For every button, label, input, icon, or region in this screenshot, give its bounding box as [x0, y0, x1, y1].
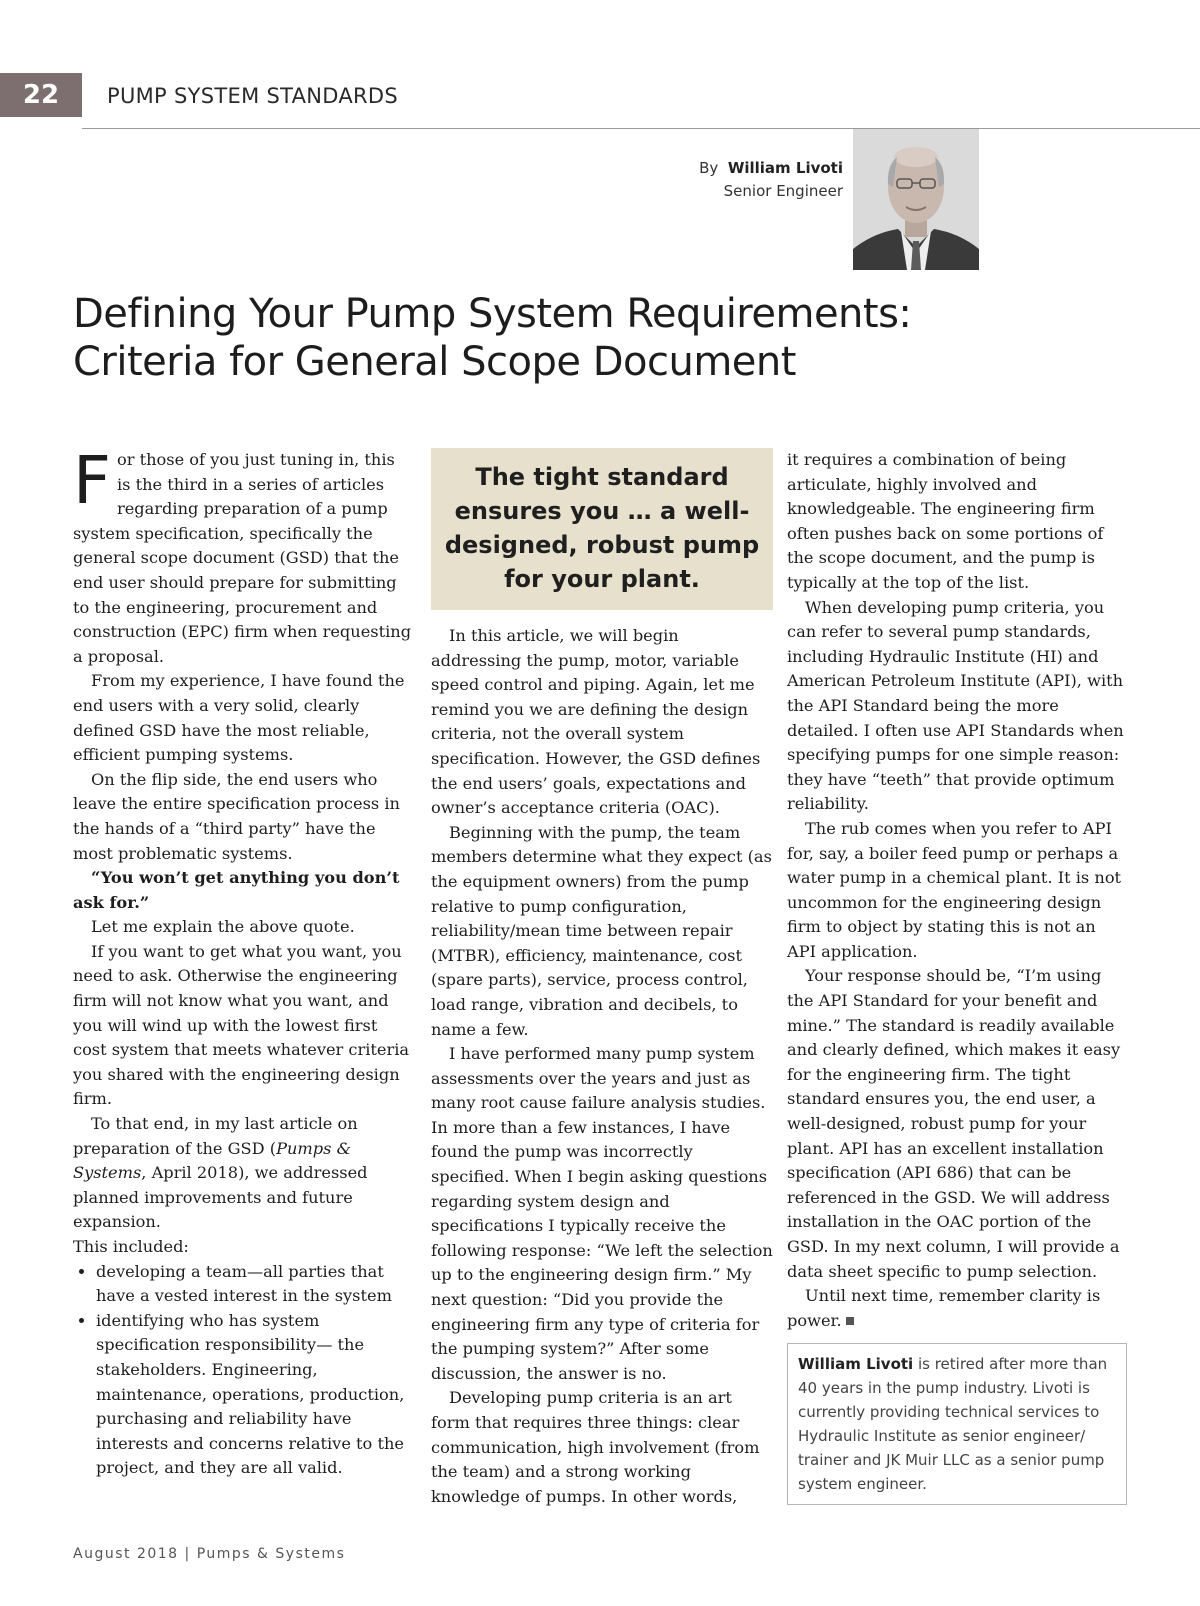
bullet-list	[73, 1260, 413, 1481]
list-item: • identifying who has system specification responsibility— the stakeholders. Engineering, maintenance, operations, production, purchasing and reliability have interests and concerns relative to the project, and they are all valid.	[96, 1309, 413, 1481]
paragraph: Beginning with the pump, the team members determine what they expect (as the equipment owners) from the pump relative to pump configuration, reliability/mean time between repair (MTBR), efficiency, maintenance, cost (spare parts), service, process control, load range, vibration and decibels, to name a few.	[431, 822, 772, 1039]
drop-cap: F	[73, 442, 111, 519]
publication-name: Pumps & Systems	[73, 1138, 351, 1183]
title-line-2: Criteria for General Scope Document	[73, 339, 796, 385]
page-number: 22	[0, 73, 82, 117]
byline-by: By	[699, 159, 719, 177]
article-title	[73, 290, 1133, 386]
column-2	[431, 448, 773, 1509]
bio-author-name: William Livoti	[798, 1355, 914, 1374]
paragraph: To that end, in my last article on preparation of the GSD (Pumps & Systems, April 2018), we addressed planned improvements and future expansion.	[73, 1114, 368, 1232]
end-mark-icon	[846, 1317, 854, 1325]
paragraph: The rub comes when you refer to API for, say, a boiler feed pump or perhaps a water pump in a chemical plant. It is not uncommon for the engineering design firm to object by stating this is not an API application.	[787, 818, 1122, 961]
paragraph: Let me explain the above quote.	[91, 917, 355, 937]
paragraph: In this article, we will begin addressing the pump, motor, variable speed control and piping. Again, let me remind you we are defining the design criteria, not the overall system specification. However, the GSD defines the end users’ goals, expectations and owner’s acceptance criteria (OAC).	[431, 626, 761, 818]
paragraph: This included:	[73, 1237, 189, 1256]
list-item: • developing a team—all parties that have a vested interest in the system	[96, 1260, 413, 1309]
author-role: Senior Engineer	[723, 182, 843, 200]
paragraph: When developing pump criteria, you can refer to several pump standards, including Hydraulic Institute (HI) and American Petroleum Institute (API), with the API Standard being the more detailed. I often use API Standards when specifying pumps for one simple reason: they have “teeth” that provide optimum reliability.	[787, 597, 1124, 814]
header-divider	[82, 128, 1200, 129]
author-name: William Livoti	[727, 159, 843, 177]
paragraph: Until next time, remember clarity is power.	[787, 1286, 1101, 1330]
column-1	[73, 442, 413, 1481]
footer: August 2018 | Pumps & Systems	[73, 1546, 346, 1562]
paragraph: it requires a combination of being articulate, highly involved and knowledgeable. The engineering firm often pushes back on some portions of the scope document, and the pump is typically at the top of the list.	[787, 450, 1104, 592]
paragraph: Your response should be, “I’m using the API Standard for your benefit and mine.” The standard is readily available and clearly defined, which makes it easy for the engineering firm. The tight standard ensures you, the end user, a well-designed, robust pump for your plant. API has an excellent installation specification (API 686) that can be referenced in the GSD. We will address installation in the OAC portion of the GSD. In my next column, I will provide a data sheet specific to pump selection.	[787, 966, 1121, 1281]
title-line-1: Defining Your Pump System Requirements:	[73, 291, 912, 337]
paragraph: I have performed many pump system assessments over the years and just as many root cause failure analysis studies. In more than a few instances, I have found the pump was incorrectly specified. When I begin asking questions regarding system design and specifications I typically receive the following response: “We left the selection up to the engineering design firm.” My next question: “Did you provide the engineering firm any type of criteria for the pumping system?” After some discussion, the answer is no.	[431, 1044, 773, 1383]
paragraph: For those of you just tuning in, this is the third in a series of articles regarding preparation of a pump system specification, specifically the general scope document (GSD) that the end user should prepare for submitting to the engineering, procurement and construction (EPC) firm when requesting a proposal.	[73, 442, 412, 666]
paragraph: On the flip side, the end users who leave the entire specification process in the hands of a “third party” have the most problematic systems.	[73, 769, 400, 863]
column-3	[787, 448, 1127, 1505]
section-title: PUMP SYSTEM STANDARDS	[107, 84, 399, 108]
pull-quote: The tight standard ensures you … a well-designed, robust pump for your plant.	[431, 448, 773, 610]
paragraph: If you want to get what you want, you need to ask. Otherwise the engineering firm will not know what you want, and you will wind up with the lowest first cost system that meets whatever criteria you shared with the engineering design firm.	[73, 941, 410, 1109]
paragraph: From my experience, I have found the end users with a very solid, clearly defined GSD have the most reliable, efficient pumping systems.	[73, 671, 405, 765]
paragraph: Developing pump criteria is an art form that requires three things: clear communication, high involvement (from the team) and a strong working knowledge of pumps. In other words,	[431, 1388, 760, 1506]
author-bio	[787, 1343, 1127, 1505]
author-photo	[853, 129, 979, 270]
byline	[699, 157, 843, 203]
quote: “You won’t get anything you don’t ask for.”	[73, 868, 400, 912]
bio-text: is retired after more than 40 years in the pump industry. Livoti is currently providing technical services to Hydraulic Institute as senior engineer/ trainer and JK Muir LLC as a senior pump system engineer.	[798, 1355, 1108, 1494]
